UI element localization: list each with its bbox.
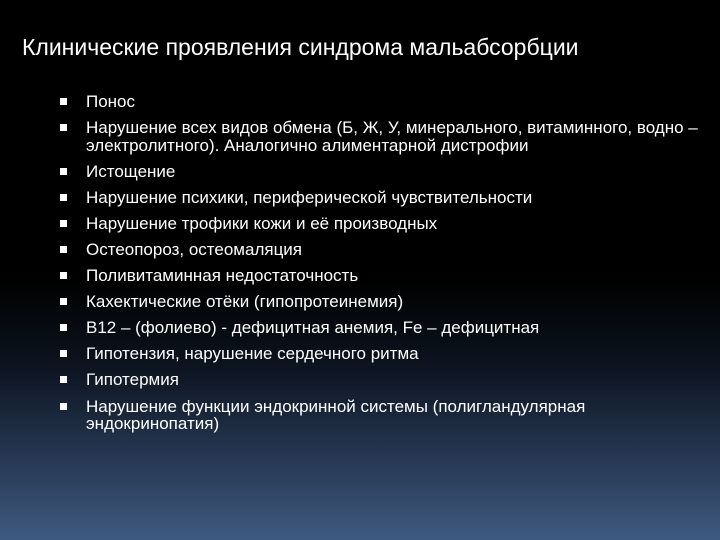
bullet-item [60, 398, 700, 433]
bullet-item [60, 345, 700, 363]
bullet-item [60, 241, 700, 259]
square-bullet-icon [60, 98, 67, 105]
slide-title: Клинические проявления синдрома мальабсорбции [22, 34, 579, 60]
square-bullet-icon [60, 403, 67, 410]
bullet-text: Истощение [86, 161, 176, 181]
bullet-text: Остеопороз, остеомаляция [86, 239, 303, 259]
bullet-list [60, 93, 700, 441]
square-bullet-icon [60, 246, 67, 253]
bullet-text: Нарушение психики, периферической чувствительности [86, 187, 533, 207]
square-bullet-icon [60, 220, 67, 227]
square-bullet-icon [60, 376, 67, 383]
bullet-item [60, 267, 700, 285]
square-bullet-icon [60, 272, 67, 279]
bullet-item [60, 319, 700, 337]
bullet-text: Гипотензия, нарушение сердечного ритма [86, 344, 419, 364]
square-bullet-icon [60, 194, 67, 201]
bullet-text: Нарушение функции эндокринной системы (полигландулярная эндокринопатия) [86, 396, 586, 434]
bullet-item [60, 371, 700, 389]
bullet-text: Нарушение всех видов обмена (Б, Ж, У, минерального, витаминного, водно – электролитного). Аналогично алиментарной дистрофии [86, 118, 698, 155]
bullet-item [60, 189, 700, 207]
bullet-item [60, 215, 700, 233]
bullet-text: В12 – (фолиево) - дефицитная анемия, Fe – дефицитная [86, 318, 540, 338]
bullet-text: Гипотермия [86, 370, 179, 390]
square-bullet-icon [60, 168, 67, 175]
bullet-text: Нарушение трофики кожи и её производных [86, 213, 438, 233]
bullet-item [60, 93, 700, 111]
bullet-text: Кахектические отёки (гипопротеинемия) [86, 292, 404, 312]
bullet-item [60, 119, 700, 154]
bullet-text: Поливитаминная недостаточность [86, 266, 359, 286]
square-bullet-icon [60, 298, 67, 305]
bullet-item [60, 293, 700, 311]
square-bullet-icon [60, 124, 67, 131]
square-bullet-icon [60, 350, 67, 357]
bullet-item [60, 163, 700, 181]
square-bullet-icon [60, 324, 67, 331]
bullet-text: Понос [86, 92, 136, 111]
